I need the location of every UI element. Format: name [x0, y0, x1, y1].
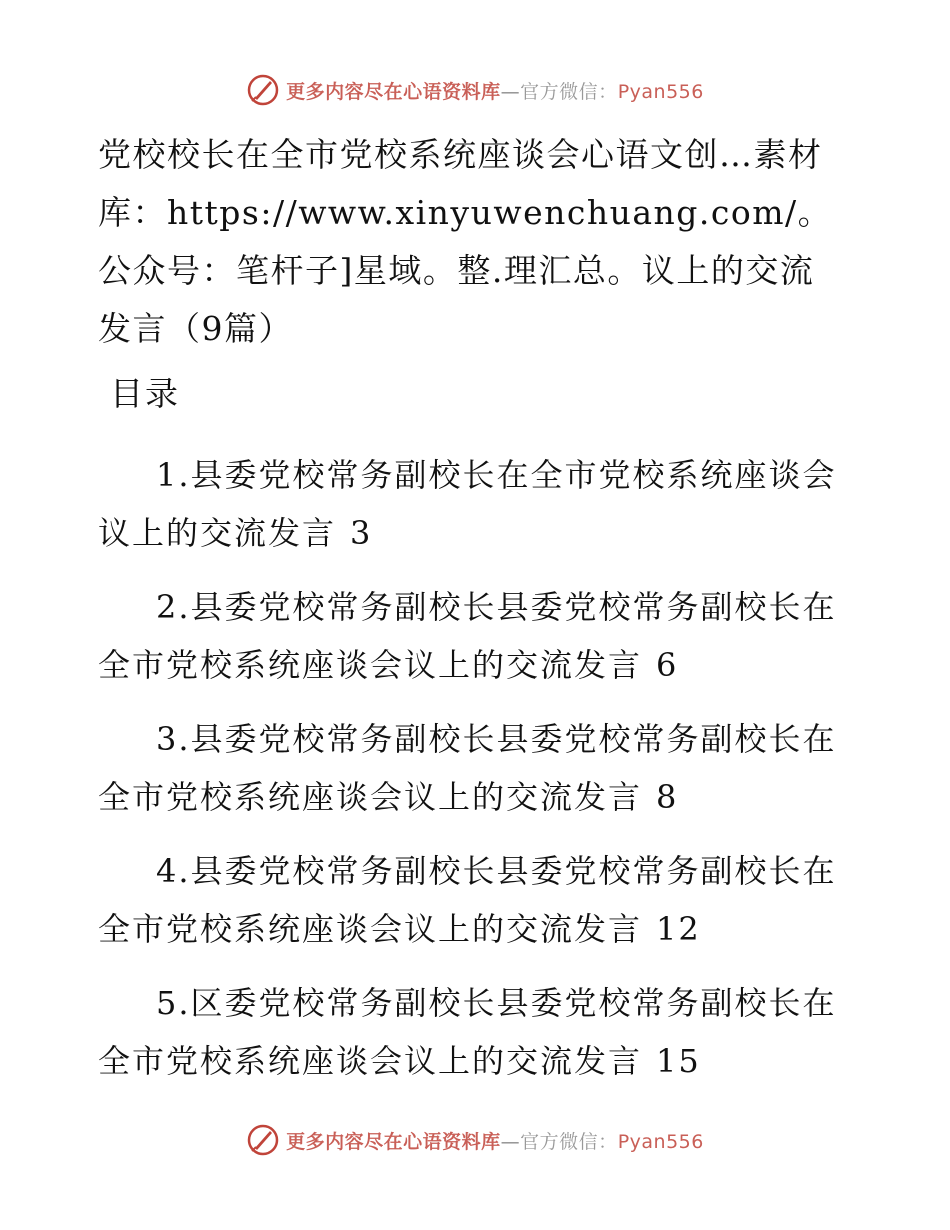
watermark-separator: —	[500, 80, 521, 103]
toc-item-number: 2.	[156, 588, 191, 626]
footer-watermark	[0, 1120, 950, 1160]
watermark-wechat-id: Pyan556	[617, 80, 704, 103]
toc-item[interactable]	[98, 446, 843, 562]
watermark-wechat-id: Pyan556	[617, 1130, 704, 1153]
toc-item-number: 4.	[156, 852, 191, 890]
toc-item-number: 3.	[156, 720, 191, 758]
table-of-contents	[98, 446, 843, 1106]
toc-item[interactable]	[98, 842, 843, 958]
watermark-wechat-label: 官方微信：	[520, 1130, 618, 1153]
document-title: 党校校长在全市党校系统座谈会心语文创…素材库：https://www.xinyuwenchuang.com/。公众号：笔杆子]星域。整.理汇总。议上的交流发言（9篇）	[98, 135, 833, 348]
toc-item-number: 5.	[156, 984, 191, 1022]
toc-item-page: 15	[656, 1042, 701, 1080]
toc-item-page: 3	[350, 514, 373, 552]
watermark-brand: 更多内容尽在心语资料库	[286, 80, 501, 103]
toc-item-text: 县委党校常务副校长县委党校常务副校长在全市党校系统座谈会议上的交流发言	[98, 720, 837, 816]
watermark-brand: 更多内容尽在心语资料库	[286, 1130, 501, 1153]
toc-item-text: 县委党校常务副校长县委党校常务副校长在全市党校系统座谈会议上的交流发言	[98, 852, 837, 948]
toc-item-number: 1.	[156, 456, 191, 494]
toc-item-page: 8	[656, 778, 679, 816]
watermark-separator: —	[500, 1130, 521, 1153]
toc-item[interactable]	[98, 974, 843, 1090]
toc-item-text: 县委党校常务副校长在全市党校系统座谈会议上的交流发言	[98, 456, 837, 552]
watermark-wechat-label: 官方微信：	[520, 80, 618, 103]
toc-item[interactable]	[98, 578, 843, 694]
toc-item-page: 6	[656, 646, 679, 684]
quill-logo-icon	[246, 73, 280, 107]
toc-item-text: 区委党校常务副校长县委党校常务副校长在全市党校系统座谈会议上的交流发言	[98, 984, 837, 1080]
toc-item-text: 县委党校常务副校长县委党校常务副校长在全市党校系统座谈会议上的交流发言	[98, 588, 837, 684]
quill-logo-icon	[246, 1123, 280, 1157]
header-watermark	[0, 70, 950, 110]
toc-heading: 目录	[110, 374, 180, 413]
watermark-text	[286, 1127, 704, 1154]
watermark-text	[286, 77, 704, 104]
toc-item-page: 12	[656, 910, 701, 948]
toc-item[interactable]	[98, 710, 843, 826]
